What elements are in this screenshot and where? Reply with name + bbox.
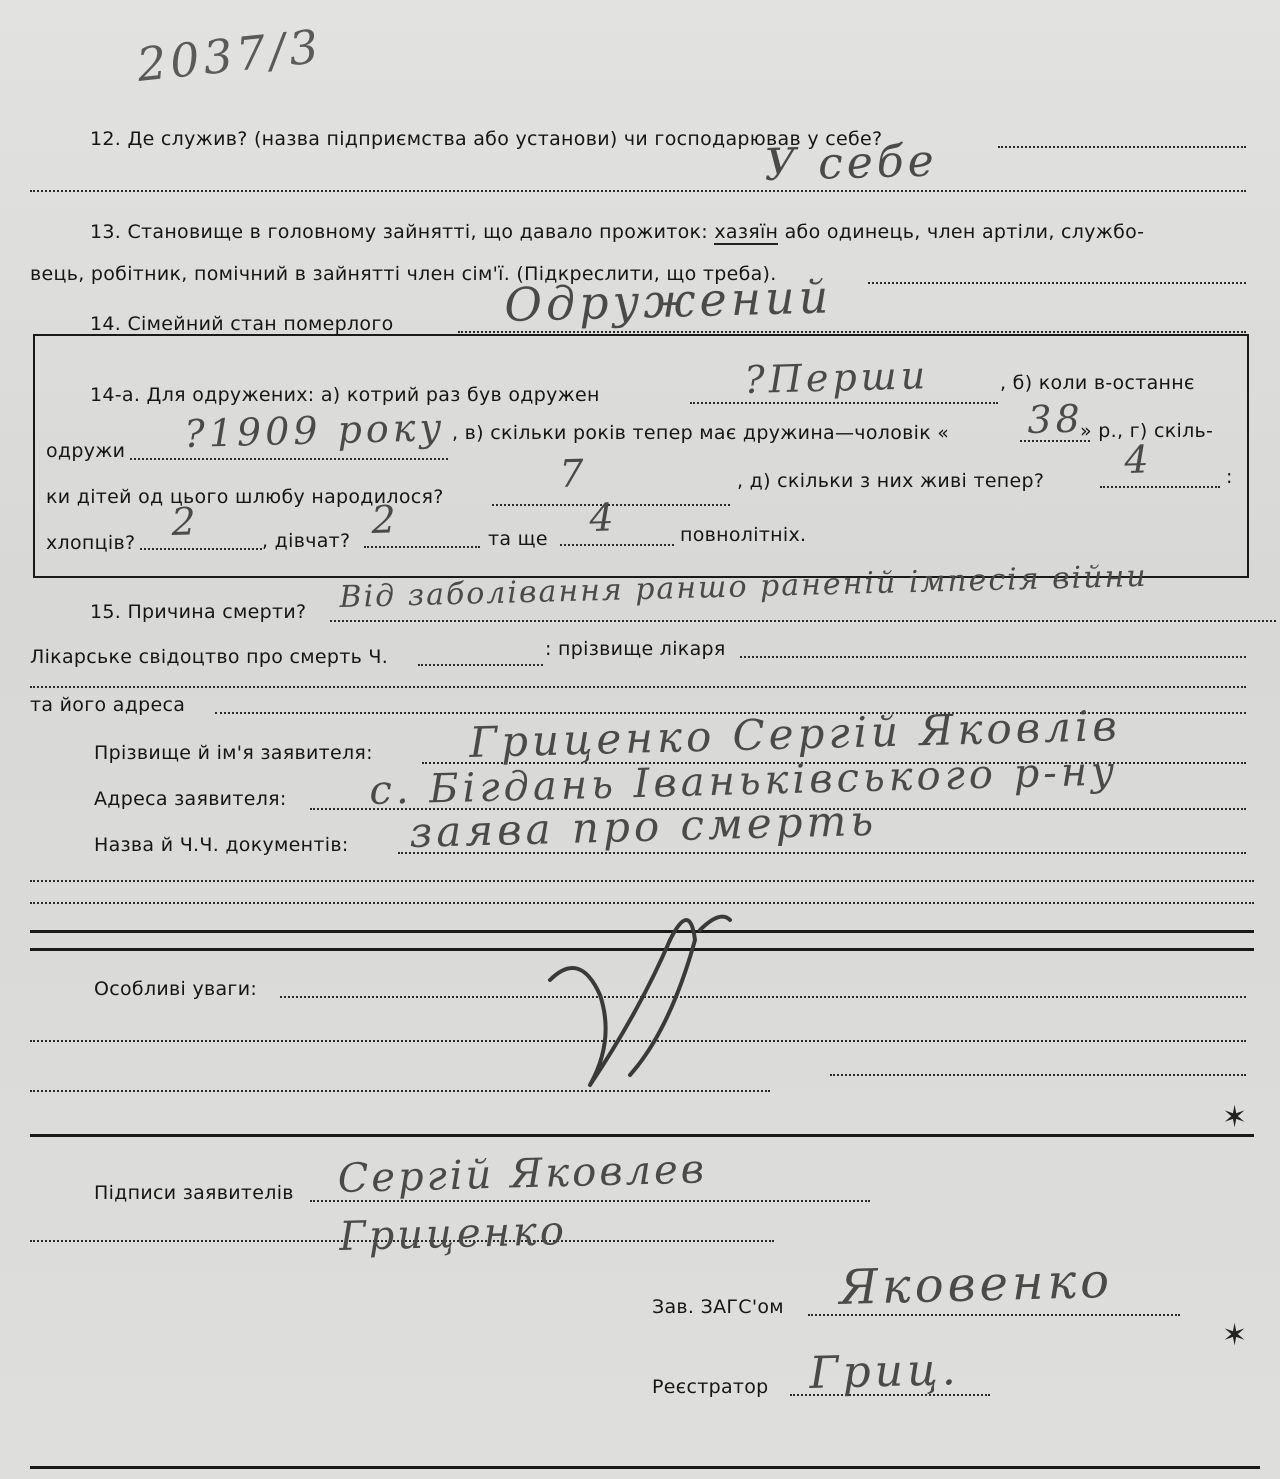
notes-label: Особливі уваги: <box>94 978 258 1000</box>
q14a-dots-alive <box>1100 486 1220 488</box>
applicant-address-label: Адреса заявителя: <box>94 788 287 810</box>
q14a-marriage-year: ?1909 року <box>183 405 447 456</box>
archive-number: 2037/3 <box>134 18 325 92</box>
q15-cause-of-death: Від заболівання раншо раненій імпесія війни <box>339 558 1148 615</box>
q14a-line1a: 14-а. Для одружених: а) котрий раз був одружен <box>90 384 600 406</box>
q13-prefix: 13. Становище в головному зайнятті, що давало прожиток: <box>90 221 715 243</box>
q13-dotted-line <box>868 282 1246 284</box>
notes-line-4 <box>830 1074 1246 1076</box>
q13-selected-option: хазяїн <box>714 221 779 243</box>
q14a-girls-label: , дівчат? <box>262 530 351 552</box>
q14-answer: Одружений <box>503 269 833 332</box>
q15-label: 15. Причина смерти? <box>90 601 307 623</box>
q14a-dots2 <box>130 458 448 460</box>
q14a-children-alive: 4 <box>1123 437 1154 482</box>
q14a-line2a: одружи <box>46 440 126 462</box>
registrar-signature: Гриц. <box>808 1344 961 1399</box>
q14a-spouse-age: 38 <box>1026 396 1085 442</box>
signatures-label: Підписи заявителів <box>94 1182 294 1204</box>
strike-mark <box>520 900 780 1100</box>
applicant-signature: Сергій Яковлев Гриценко <box>337 1146 708 1261</box>
q13-line2: вець, робітник, помічний в зайнятті член сім'ї. (Підкреслити, що треба). <box>30 263 777 285</box>
q14a-adults-label: та ще <box>488 528 548 550</box>
q14a-line2b: , в) скільки років тепер має дружина—чоловік « <box>452 422 950 444</box>
applicant-name: Гриценко Сергій Яковлів <box>468 700 1122 767</box>
q14a-line3c: : <box>1226 466 1233 488</box>
registrar-label: Реєстратор <box>652 1376 769 1398</box>
q14a-girls: 2 <box>370 497 401 542</box>
applicant-address: с. Бігдань Іваньківського р-ну <box>368 748 1119 814</box>
q14a-line2c: » р., г) скіль- <box>1080 420 1214 442</box>
head-label: Зав. ЗАГС'ом <box>652 1296 784 1318</box>
q14a-dots-boys <box>140 548 262 550</box>
q14a-adults: 4 <box>588 495 619 540</box>
head-signature: Яковенко <box>838 1252 1114 1316</box>
doctor-label: : прізвище лікаря <box>545 638 726 660</box>
q14a-line1b: , б) коли в-останнє <box>1000 372 1195 394</box>
doctor-address-label: та його адреса <box>30 694 186 716</box>
documents-label: Назва й Ч.Ч. документів: <box>94 834 349 856</box>
applicant-name-label: Прізвище й ім'я заявителя: <box>94 742 373 764</box>
punch-mark-1: ✶ <box>1222 1100 1248 1135</box>
q12-label: 12. Де служив? (назва підприємства або установи) чи господарював у себе? <box>90 128 883 150</box>
doctor-line-2 <box>30 686 1246 688</box>
punch-mark-2: ✶ <box>1222 1318 1248 1353</box>
cert-label: Лікарське свідоцтво про смерть Ч. <box>30 646 389 668</box>
q14a-adults-suffix: повнолітніх. <box>680 524 807 546</box>
q14a-boys-label: хлопців? <box>46 532 136 554</box>
doctor-line <box>740 656 1246 658</box>
q14-dotted-line <box>458 331 1246 333</box>
q14a-children-born: 7 <box>558 451 589 496</box>
blank-line-1 <box>30 880 1254 882</box>
q14a-line3a: ки дітей од цього шлюбу народилося? <box>46 486 444 508</box>
q14a-dots-girls <box>364 546 480 548</box>
q14a-dots-adults <box>560 544 674 546</box>
bottom-border <box>30 1466 1260 1469</box>
q14-label: 14. Сімейний стан померлого <box>90 313 394 335</box>
documents-value: заява про смерть <box>408 795 878 857</box>
q12-answer: У себе <box>763 135 939 191</box>
q13-line1 <box>90 221 1144 243</box>
q14a-marriage-count: ?Перши <box>743 353 930 402</box>
q14a-line3b: , д) скільки з них живі тепер? <box>737 470 1045 492</box>
q14a-dots1 <box>690 402 998 404</box>
q14a-box <box>33 334 1249 578</box>
q13-suffix: або одинець, член артіли, службо- <box>778 221 1145 243</box>
q12-dotted-line <box>998 146 1246 148</box>
cert-number-line <box>418 664 543 666</box>
section-divider-3 <box>30 1134 1254 1137</box>
q12-answer-line <box>30 190 1246 192</box>
q15-dotted-line <box>330 620 1276 622</box>
q14a-boys: 2 <box>170 499 201 544</box>
